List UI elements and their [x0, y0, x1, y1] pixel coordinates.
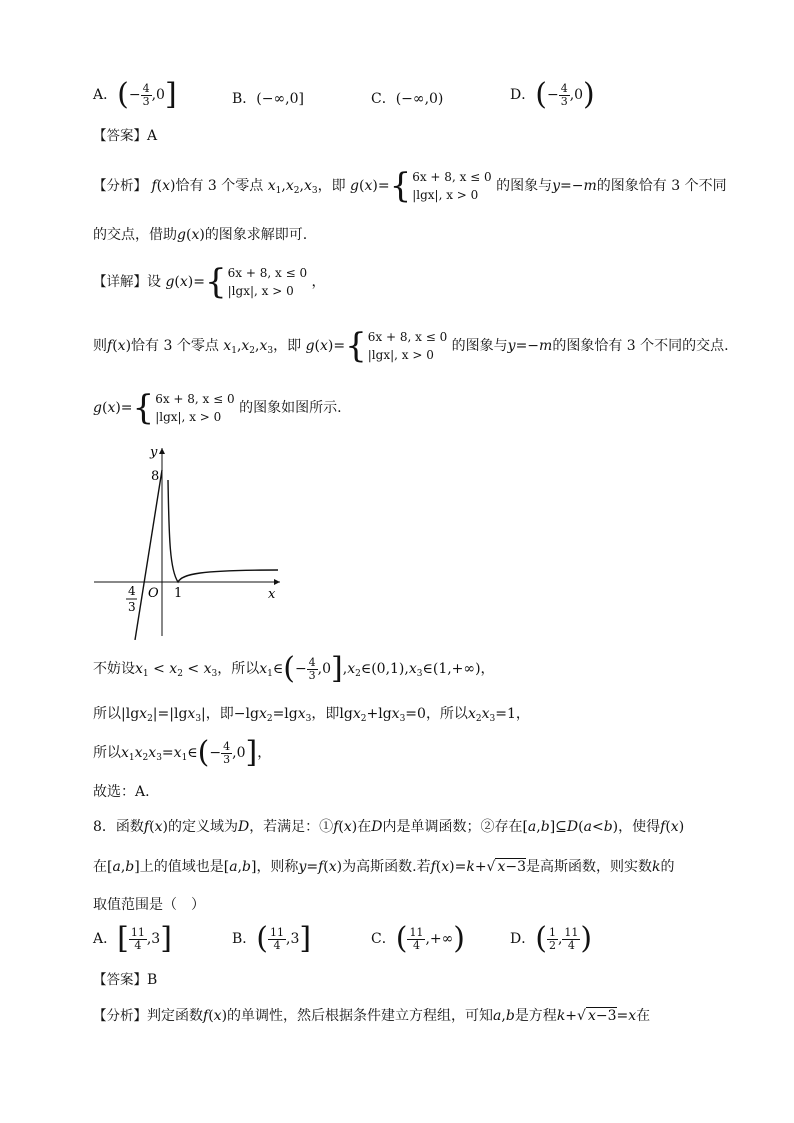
- q7-derivation-1: 不妨设$x_1 < x_2 < x_3$，所以$x_1\in(-$ $\frac{4}{3}$ $,0],x_2\in(0,1),x_3\in(1,+\infty)$，: [93, 651, 495, 686]
- q8-stem-line2: 在[a,b]上的值域也是[a,b]，则称y=f(x)为高斯函数.若f(x)=k+√ x−3是高斯函数，则实数k的: [93, 859, 675, 875]
- log-piece: [168, 480, 278, 582]
- q8-option-b: B．( $\frac{11}{4}$ ,3]: [232, 921, 312, 956]
- q7-option-c: C．(−∞,0): [371, 91, 444, 107]
- q7-analysis-line2: 的交点，借助g(x)的图象求解即可.: [93, 227, 308, 243]
- origin-label: O: [148, 586, 159, 601]
- x-tick-neg-num: 4: [128, 584, 136, 598]
- q7-derivation-2: 所以|lgx$_2$|=|lgx$_3$|，即−lgx$_2$=lgx$_3$，即lgx$_2$+lgx$_3$=0，所以$x_2x_3=1$，: [93, 706, 530, 724]
- q8-option-d: D．( $\frac{1}{2}$ , $\frac{11}{4}$ ): [510, 921, 593, 956]
- q7-answer: 【答案】A: [93, 128, 158, 144]
- q8-option-a: A．[ $\frac{11}{4}$ ,3]: [93, 921, 172, 956]
- y-tick-8: 8: [151, 469, 160, 484]
- q8-option-c: C．( $\frac{11}{4}$ ,+∞): [371, 921, 465, 956]
- q7-detail-line2: 则f(x)恰有 3 个零点 $x_1,x_2,x_3$，即 g(x)={ 6x + 8, x ≤ 0 |lgx|, x > 0 的图象与y=−m的图象恰有 3 个不同的交点.: [93, 326, 729, 366]
- q7-choose: 故选：A.: [93, 784, 150, 800]
- q8-stem-line3: 取值范围是（ ）: [93, 897, 205, 913]
- q7-option-b: B．(−∞,0]: [232, 91, 304, 107]
- q7-detail-line1: 【详解】设 g(x)={ 6x + 8, x ≤ 0 |lgx|, x > 0 ，: [93, 262, 326, 302]
- q7-derivation-3: 所以$x_1x_2x_3=x_1\in(-$ $\frac{4}{3}$ ,0]，: [93, 735, 272, 770]
- x-tick-1: 1: [174, 586, 183, 601]
- y-axis-label: y: [150, 445, 158, 460]
- x-tick-neg-den: 3: [128, 600, 136, 614]
- g-graph: [90, 440, 290, 640]
- x-axis-label: x: [268, 587, 276, 602]
- q8-answer: 【答案】B: [93, 972, 158, 988]
- q7-option-d: D．(− $\frac{4}{3}$ ,0): [510, 77, 595, 112]
- q8-analysis: 【分析】判定函数f(x)的单调性，然后根据条件建立方程组，可知a,b是方程k+√ x−3=x在: [93, 1008, 651, 1024]
- q7-option-a: A．(− $\frac{4}{3}$ ,0]: [93, 77, 177, 112]
- q7-detail-line3: g(x)={ 6x + 8, x ≤ 0 |lgx|, x > 0 的图象如图所示.: [93, 388, 342, 428]
- linear-piece: [135, 470, 162, 640]
- q8-stem-line1: 8．函数f(x)的定义域为D，若满足：①f(x)在D内是单调函数；②存在[a,b]⊆D(a<b)，使得f(x): [93, 819, 685, 835]
- q7-analysis-line1: 【分析】 f(x)恰有 3 个零点 $x_1,x_2,x_3$，即 g(x)={ 6x + 8, x ≤ 0 |lgx|, x > 0 的图象与y=−m的图象恰有 3 个不同: [93, 166, 727, 206]
